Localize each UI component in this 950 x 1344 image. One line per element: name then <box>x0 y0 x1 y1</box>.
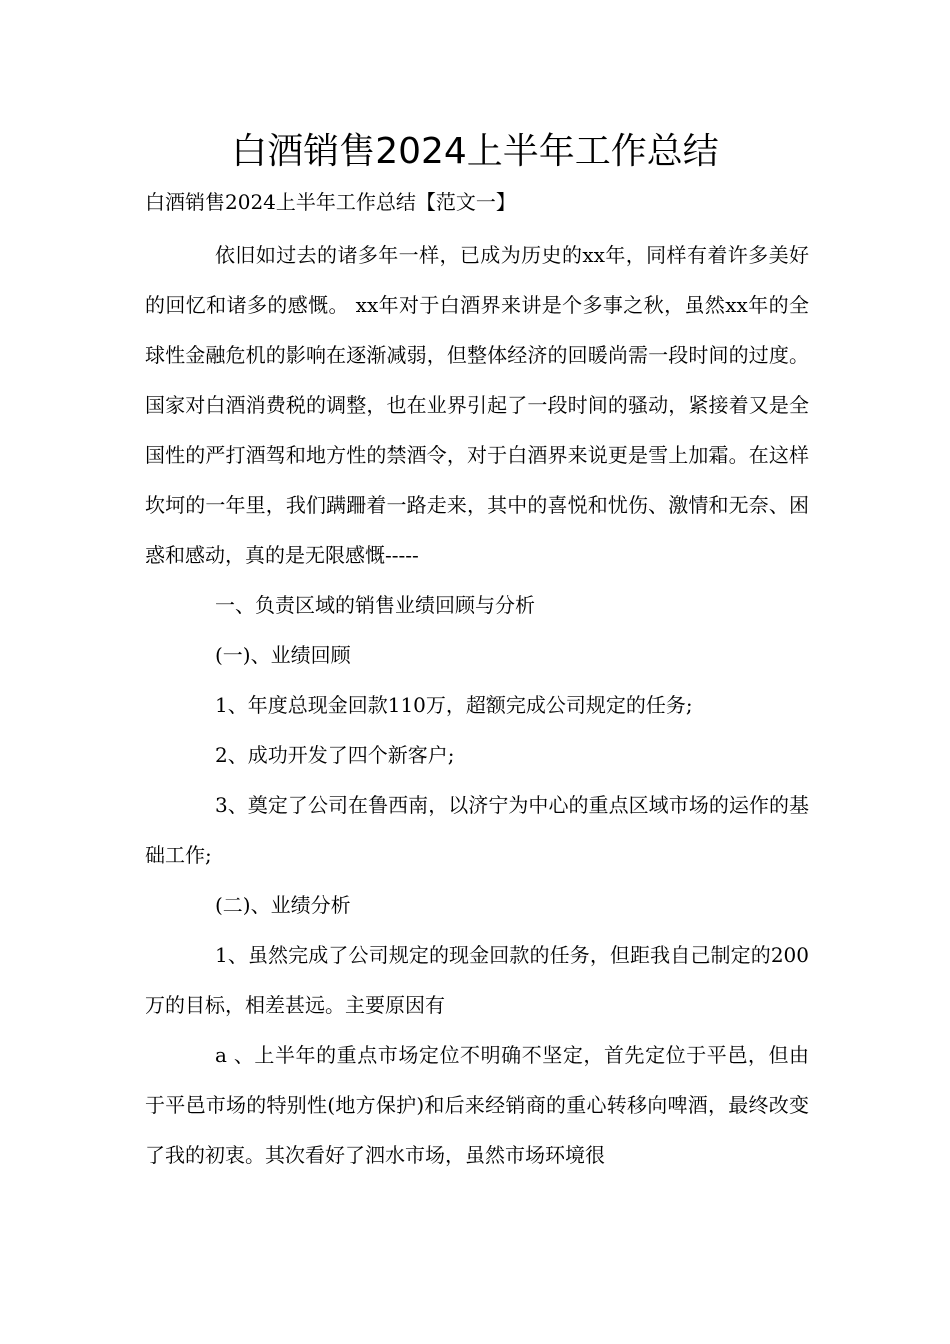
document-subtitle: 白酒销售2024上半年工作总结【范文一】 <box>145 190 516 214</box>
list-item: 3、奠定了公司在鲁西南，以济宁为中心的重点区域市场的运作的基础工作; <box>145 793 809 867</box>
subsection-heading-analysis: (二)、业绩分析 <box>215 893 351 917</box>
list-item: a 、上半年的重点市场定位不明确不坚定，首先定位于平邑，但由于平邑市场的特别性(地方保护)和后来经销商的重心转移向啤酒，最终改变了我的初衷。其次看好了泗水市场，虽然市场环境很 <box>145 1043 809 1167</box>
list-item: 1、年度总现金回款110万，超额完成公司规定的任务; <box>215 693 693 717</box>
subsection-heading-review: (一)、业绩回顾 <box>215 643 351 667</box>
intro-paragraph: 依旧如过去的诸多年一样，已成为历史的xx年，同样有着许多美好的回忆和诸多的感慨。 xx年对于白酒界来讲是个多事之秋，虽然xx年的全球性金融危机的影响在逐渐减弱，但整体经济的回暖尚需一段时间的过度。国家对白酒消费税的调整，也在业界引起了一段时间的骚动，紧接着又是全国性的严打酒驾和地方性的禁酒令，对于白酒界来说更是雪上加霜。在这样坎坷的一年里，我们蹒跚着一路走来，其中的喜悦和忧伤、激情和无奈、困惑和感动，真的是无限感慨----- <box>145 243 809 567</box>
list-item: 1、虽然完成了公司规定的现金回款的任务，但距我自己制定的200万的目标，相差甚远。主要原因有 <box>145 943 809 1017</box>
document-body <box>145 230 809 1180</box>
list-item: 2、成功开发了四个新客户; <box>215 743 455 767</box>
section-heading-1: 一、负责区域的销售业绩回顾与分析 <box>215 593 535 617</box>
document-title: 白酒销售2024上半年工作总结 <box>231 131 719 172</box>
